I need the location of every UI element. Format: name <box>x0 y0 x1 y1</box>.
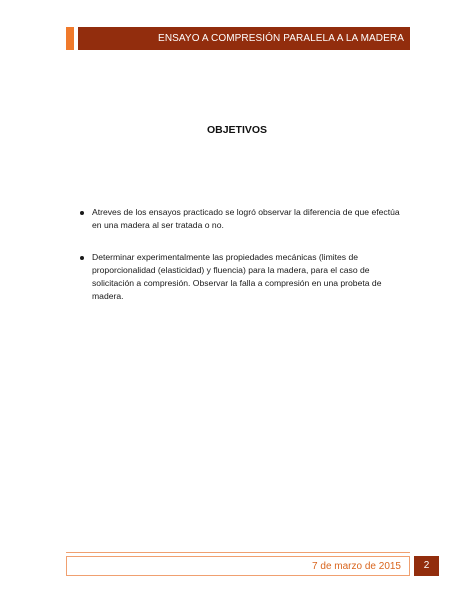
objectives-list <box>80 206 410 322</box>
footer-date-box <box>66 556 410 576</box>
list-item <box>80 206 410 232</box>
section-heading: OBJETIVOS <box>206 124 268 136</box>
header-accent-block <box>66 27 74 50</box>
bullet-icon <box>80 256 84 260</box>
page-number: 2 <box>414 556 439 576</box>
header-title: ENSAYO A COMPRESIÓN PARALELA A LA MADERA <box>158 33 404 44</box>
list-item-text: Determinar experimentalmente las propiedades mecánicas (limites de proporcionalidad (elasticidad) y fluencia) para la madera, para el caso de solicitación a compresión. Observar la falla a compresión en una probeta de madera. <box>92 252 382 301</box>
list-item <box>80 251 410 303</box>
list-item-text: Atreves de los ensayos practicado se logró observar la diferencia de que efectúa en una madera al ser tratada o no. <box>92 207 400 230</box>
header-bar <box>78 27 410 50</box>
bullet-icon <box>80 211 84 215</box>
footer-divider <box>66 552 410 553</box>
footer-date: 7 de marzo de 2015 <box>312 561 401 572</box>
